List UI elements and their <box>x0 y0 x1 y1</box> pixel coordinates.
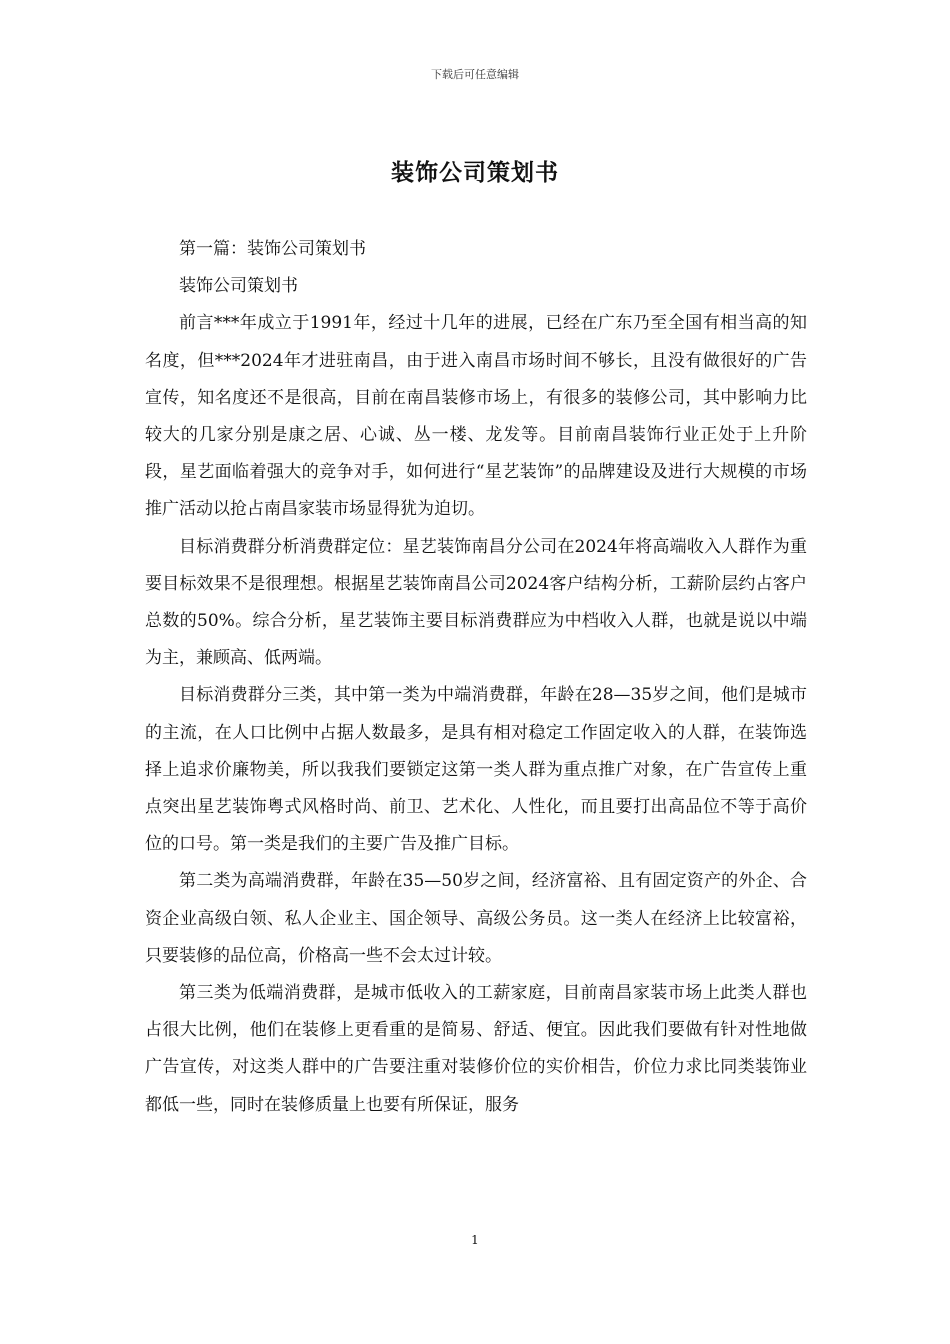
paragraph-third-segment: 第三类为低端消费群，是城市低收入的工薪家庭，目前南昌家装市场上此类人群也占很大比例，他们在装修上更看重的是简易、舒适、便宜。因此我们要做有针对性地做广告宣传，对这类人群中的广告要注重对装修价位的实价相告，价位力求比同类装饰业都低一些，同时在装修质量上也要有所保证，服务 <box>145 983 807 1115</box>
page-header-note: 下载后可任意编辑 <box>431 68 519 81</box>
paragraph-second-segment: 第二类为高端消费群，年龄在35—50岁之间，经济富裕、且有固定资产的外企、合资企业高级白领、私人企业主、国企领导、高级公务员。这一类人在经济上比较富裕，只要装修的品位高，价格高一些不会太过计较。 <box>145 871 807 966</box>
paragraph-section-heading: 第一篇：装饰公司策划书 <box>179 239 366 259</box>
paragraph-preface: 前言***年成立于1991年，经过十几年的进展，已经在广东乃至全国有相当高的知名度，但***2024年才进驻南昌，由于进入南昌市场时间不够长，且没有做很好的广告宣传，知名度还不是很高，目前在南昌装修市场上，有很多的装修公司，其中影响力比较大的几家分别是康之居、心诚、丛一楼、龙发等。目前南昌装饰行业正处于上升阶段，星艺面临着强大的竞争对手，如何进行“星艺装饰”的品牌建设及进行大规模的市场推广活动以抢占南昌家装市场显得犹为迫切。 <box>145 313 807 520</box>
page-number: 1 <box>471 1233 479 1247</box>
paragraph-subtitle: 装饰公司策划书 <box>179 276 298 297</box>
paragraph-first-segment: 目标消费群分三类，其中第一类为中端消费群，年龄在28—35岁之间，他们是城市的主流，在人口比例中占据人数最多，是具有相对稳定工作固定收入的人群，在装饰选择上追求价廉物美，所以我我们要锁定这第一类人群为重点推广对象，在广告宣传上重点突出星艺装饰粤式风格时尚、前卫、艺术化、人性化，而且要打出高品位不等于高价位的口号。第一类是我们的主要广告及推广目标。 <box>145 685 807 855</box>
document-title: 装饰公司策划书 <box>391 159 559 186</box>
document-body <box>145 231 807 1124</box>
paragraph-target-positioning: 目标消费群分析消费群定位：星艺装饰南昌分公司在2024年将高端收入人群作为重要目标效果不是很理想。根据星艺装饰南昌公司2024客户结构分析，工薪阶层约占客户总数的50%。综合分析，星艺装饰主要目标消费群应为中档收入人群，也就是说以中端为主，兼顾高、低两端。 <box>145 536 807 669</box>
